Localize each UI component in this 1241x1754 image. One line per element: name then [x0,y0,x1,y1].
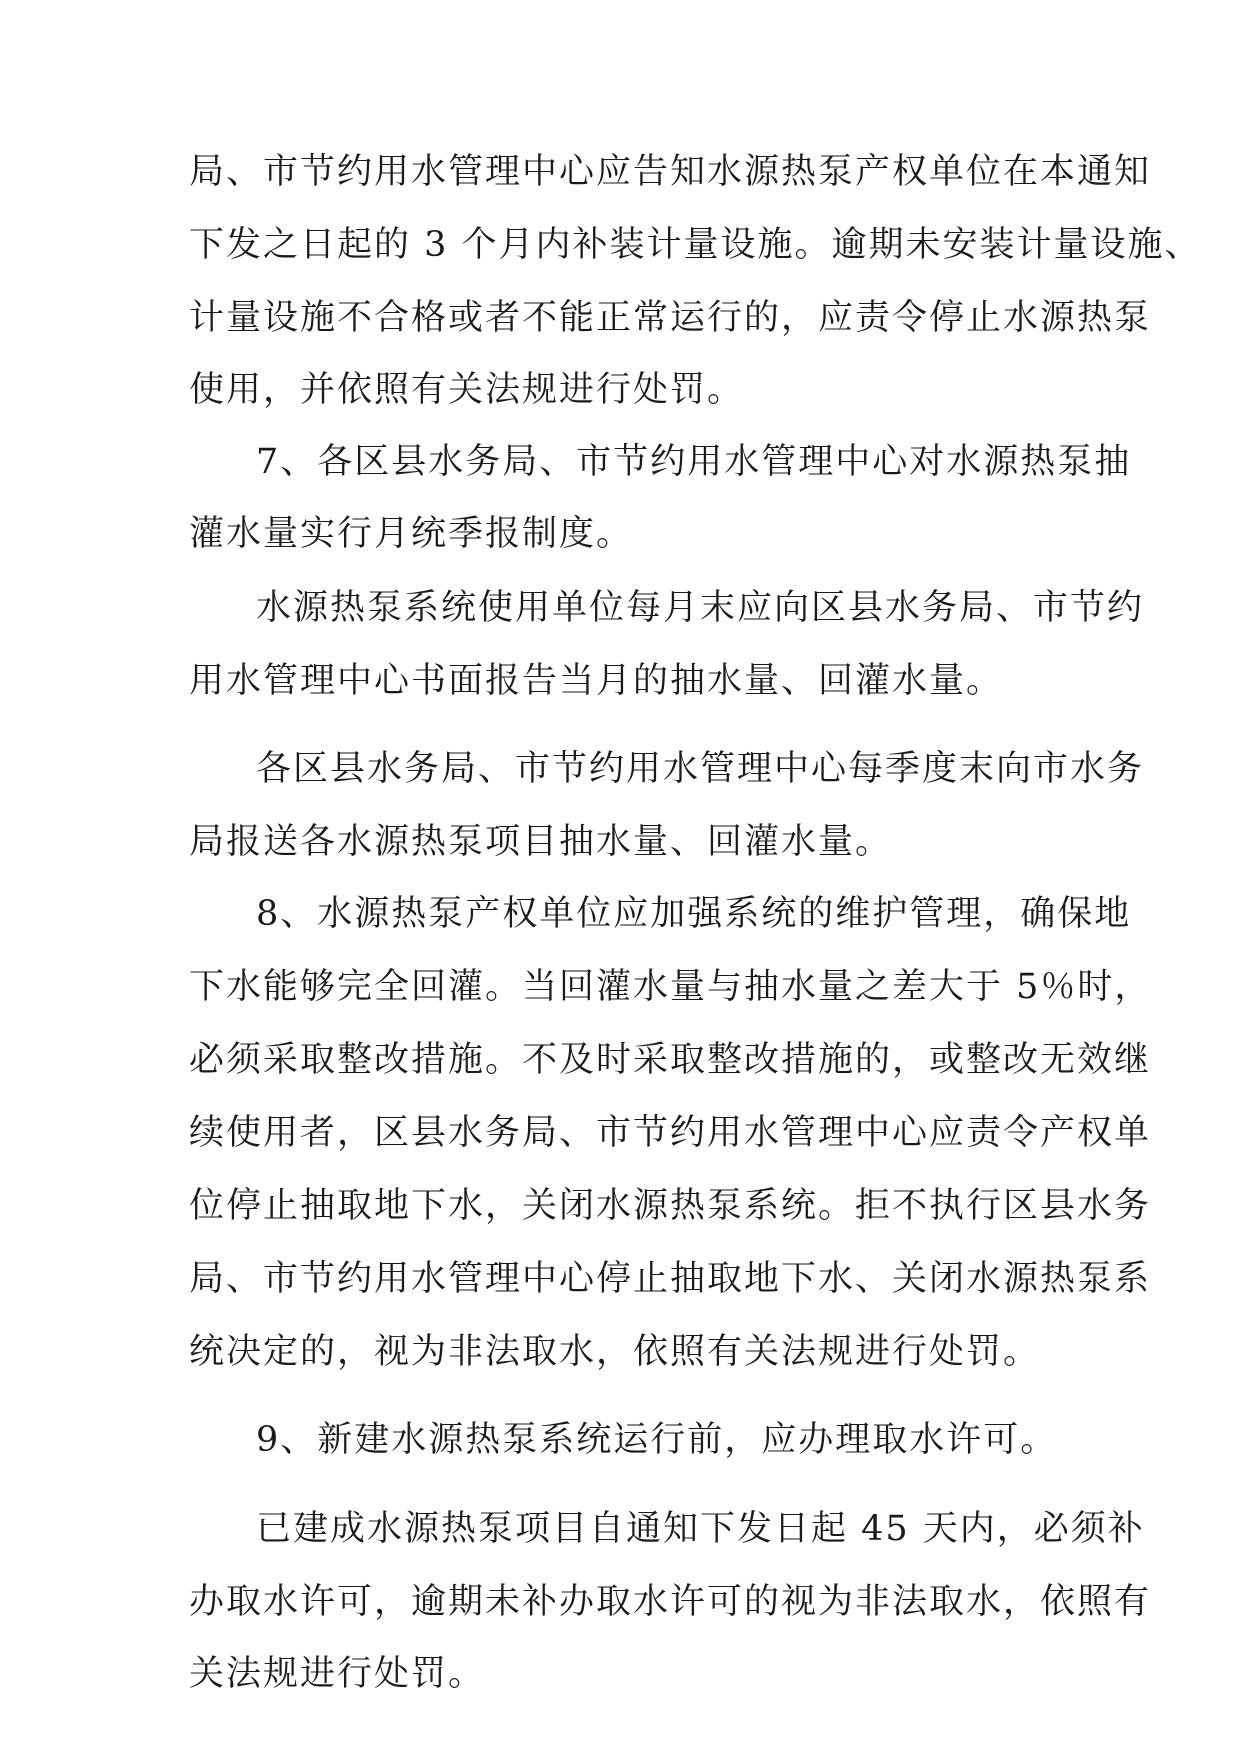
text-line: 位停止抽取地下水，关闭水源热泵系统。拒不执行区县水务 [189,1186,1152,1226]
text-line: 必须采取整改措施。不及时采取整改措施的，或整改无效继 [189,1040,1152,1080]
text-line: 局、市节约用水管理中心停止抽取地下水、关闭水源热泵系 [189,1259,1152,1299]
text-line: 已建成水源热泵项目自通知下发日起 45 天内，必须补 [256,1509,1145,1549]
text-line: 续使用者，区县水务局、市节约用水管理中心应责令产权单 [189,1113,1152,1153]
text-line: 水源热泵系统使用单位每月末应向区县水务局、市节约 [256,588,1145,628]
text-line: 局报送各水源热泵项目抽水量、回灌水量。 [189,822,893,862]
text-line: 局、市节约用水管理中心应告知水源热泵产权单位在本通知 [189,152,1152,192]
text-line: 用水管理中心书面报告当月的抽水量、回灌水量。 [189,661,1004,701]
text-line: 统决定的，视为非法取水，依照有关法规进行处罚。 [189,1332,1041,1372]
text-line: 下发之日起的 3 个月内补装计量设施。逾期未安装计量设施、 [189,225,1202,265]
text-line: 下水能够完全回灌。当回灌水量与抽水量之差大于 5％时， [189,967,1152,1007]
text-line: 使用，并依照有关法规进行处罚。 [189,370,745,410]
text-line: 9、新建水源热泵系统运行前，应办理取水许可。 [256,1420,1058,1460]
text-line: 各区县水务局、市节约用水管理中心每季度末向市水务 [256,749,1145,789]
text-line: 8、水源热泵产权单位应加强系统的维护管理，确保地 [256,894,1132,934]
text-line: 灌水量实行月统季报制度。 [189,514,634,554]
text-line: 计量设施不合格或者不能正常运行的，应责令停止水源热泵 [189,298,1152,338]
text-line: 办取水许可，逾期未补办取水许可的视为非法取水，依照有 [189,1582,1152,1622]
text-line: 关法规进行处罚。 [189,1654,486,1694]
text-line: 7、各区县水务局、市节约用水管理中心对水源热泵抽 [256,442,1132,482]
